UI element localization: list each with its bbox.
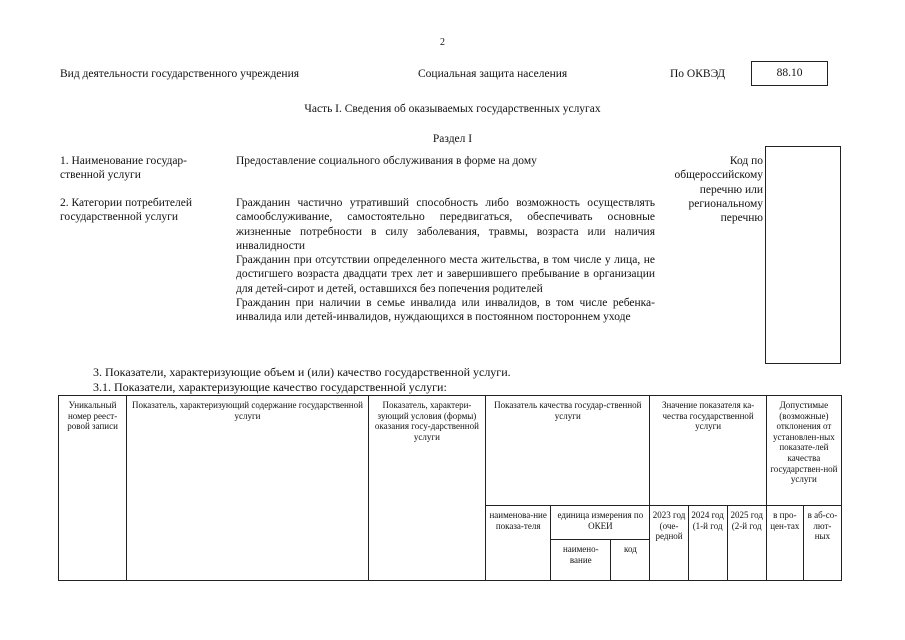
header-year-2025: 2025 год (2-й год <box>727 506 766 581</box>
header-unit-okei: единица измерения по ОКЕИ <box>551 506 650 540</box>
header-year-2023: 2023 год (оче-редной <box>650 506 688 581</box>
page-number: 2 <box>440 37 445 48</box>
activity-value: Социальная защита населения <box>418 68 568 80</box>
header-unit-code: код <box>611 540 650 581</box>
consumer-category-item: Гражданин при отсутствии определенного места жительства, в том числе у лица, не достигшего возраста двадцати трех лет и завершившего пребывание в организации для детей-сирот и детей, оставшихся без попечения родителей <box>236 254 655 295</box>
consumer-category-label: 2. Категории потребителей государственной услуги <box>60 197 192 224</box>
header-unique-number: Уникальный номер реест-ровой записи <box>59 396 127 581</box>
registry-code-label: Код по общероссийскому перечню или региональному перечню <box>674 155 763 225</box>
indicators-title: 3. Показатели, характеризующие объем и (или) качество государственной услуги. <box>93 365 511 379</box>
header-quality-indicator: Показатель качества государ-ственной услуги <box>486 396 650 506</box>
consumer-category-item: Гражданин частично утративший способность либо возможность осуществлять самообслуживание, самостоятельно передвигаться, обеспечивать основные жизненные потребности в силу заболевания, травмы, возраста или наличия инвалидности <box>236 197 655 252</box>
header-quality-value: Значение показателя ка-чества государственной услуги <box>650 396 766 506</box>
header-deviation-absolute: в аб-со-лют-ных <box>803 506 841 581</box>
header-indicator-name: наименова-ние показа-теля <box>486 506 551 581</box>
service-name-label: 1. Наименование государ-ственной услуги <box>60 155 187 182</box>
okved-code-box: 88.10 <box>751 61 828 86</box>
okved-label: По ОКВЭД <box>670 68 726 80</box>
header-deviation-percent: в про-цен-тах <box>766 506 803 581</box>
header-conditions-indicator: Показатель, характери-зующий условия (формы) оказания госу-дарственной услуги <box>368 396 485 581</box>
service-name-value: Предоставление социального обслуживания в форме на дому <box>236 155 537 167</box>
header-unit-name: наимено-вание <box>551 540 611 581</box>
header-allowed-deviations: Допустимые (возможные) отклонения от установлен-ных показате-лей качества государствен-ной услуги <box>766 396 841 506</box>
section-title: Раздел I <box>432 133 473 145</box>
consumer-category-list <box>236 196 655 325</box>
header-year-2024: 2024 год (1-й год <box>688 506 727 581</box>
activity-label: Вид деятельности государственного учреждения <box>60 68 300 80</box>
consumer-category-item: Гражданин при наличии в семье инвалида или инвалидов, в том числе ребенка-инвалида или детей-инвалидов, нуждающихся в постоянном постороннем уходе <box>236 297 655 324</box>
quality-indicators-title: 3.1. Показатели, характеризующие качество государственной услуги: <box>93 380 447 394</box>
header-content-indicator: Показатель, характеризующий содержание государственной услуги <box>127 396 369 581</box>
quality-indicators-table <box>58 395 842 581</box>
registry-code-box <box>765 146 841 364</box>
part-title: Часть I. Сведения об оказываемых государственных услугах <box>304 103 601 115</box>
